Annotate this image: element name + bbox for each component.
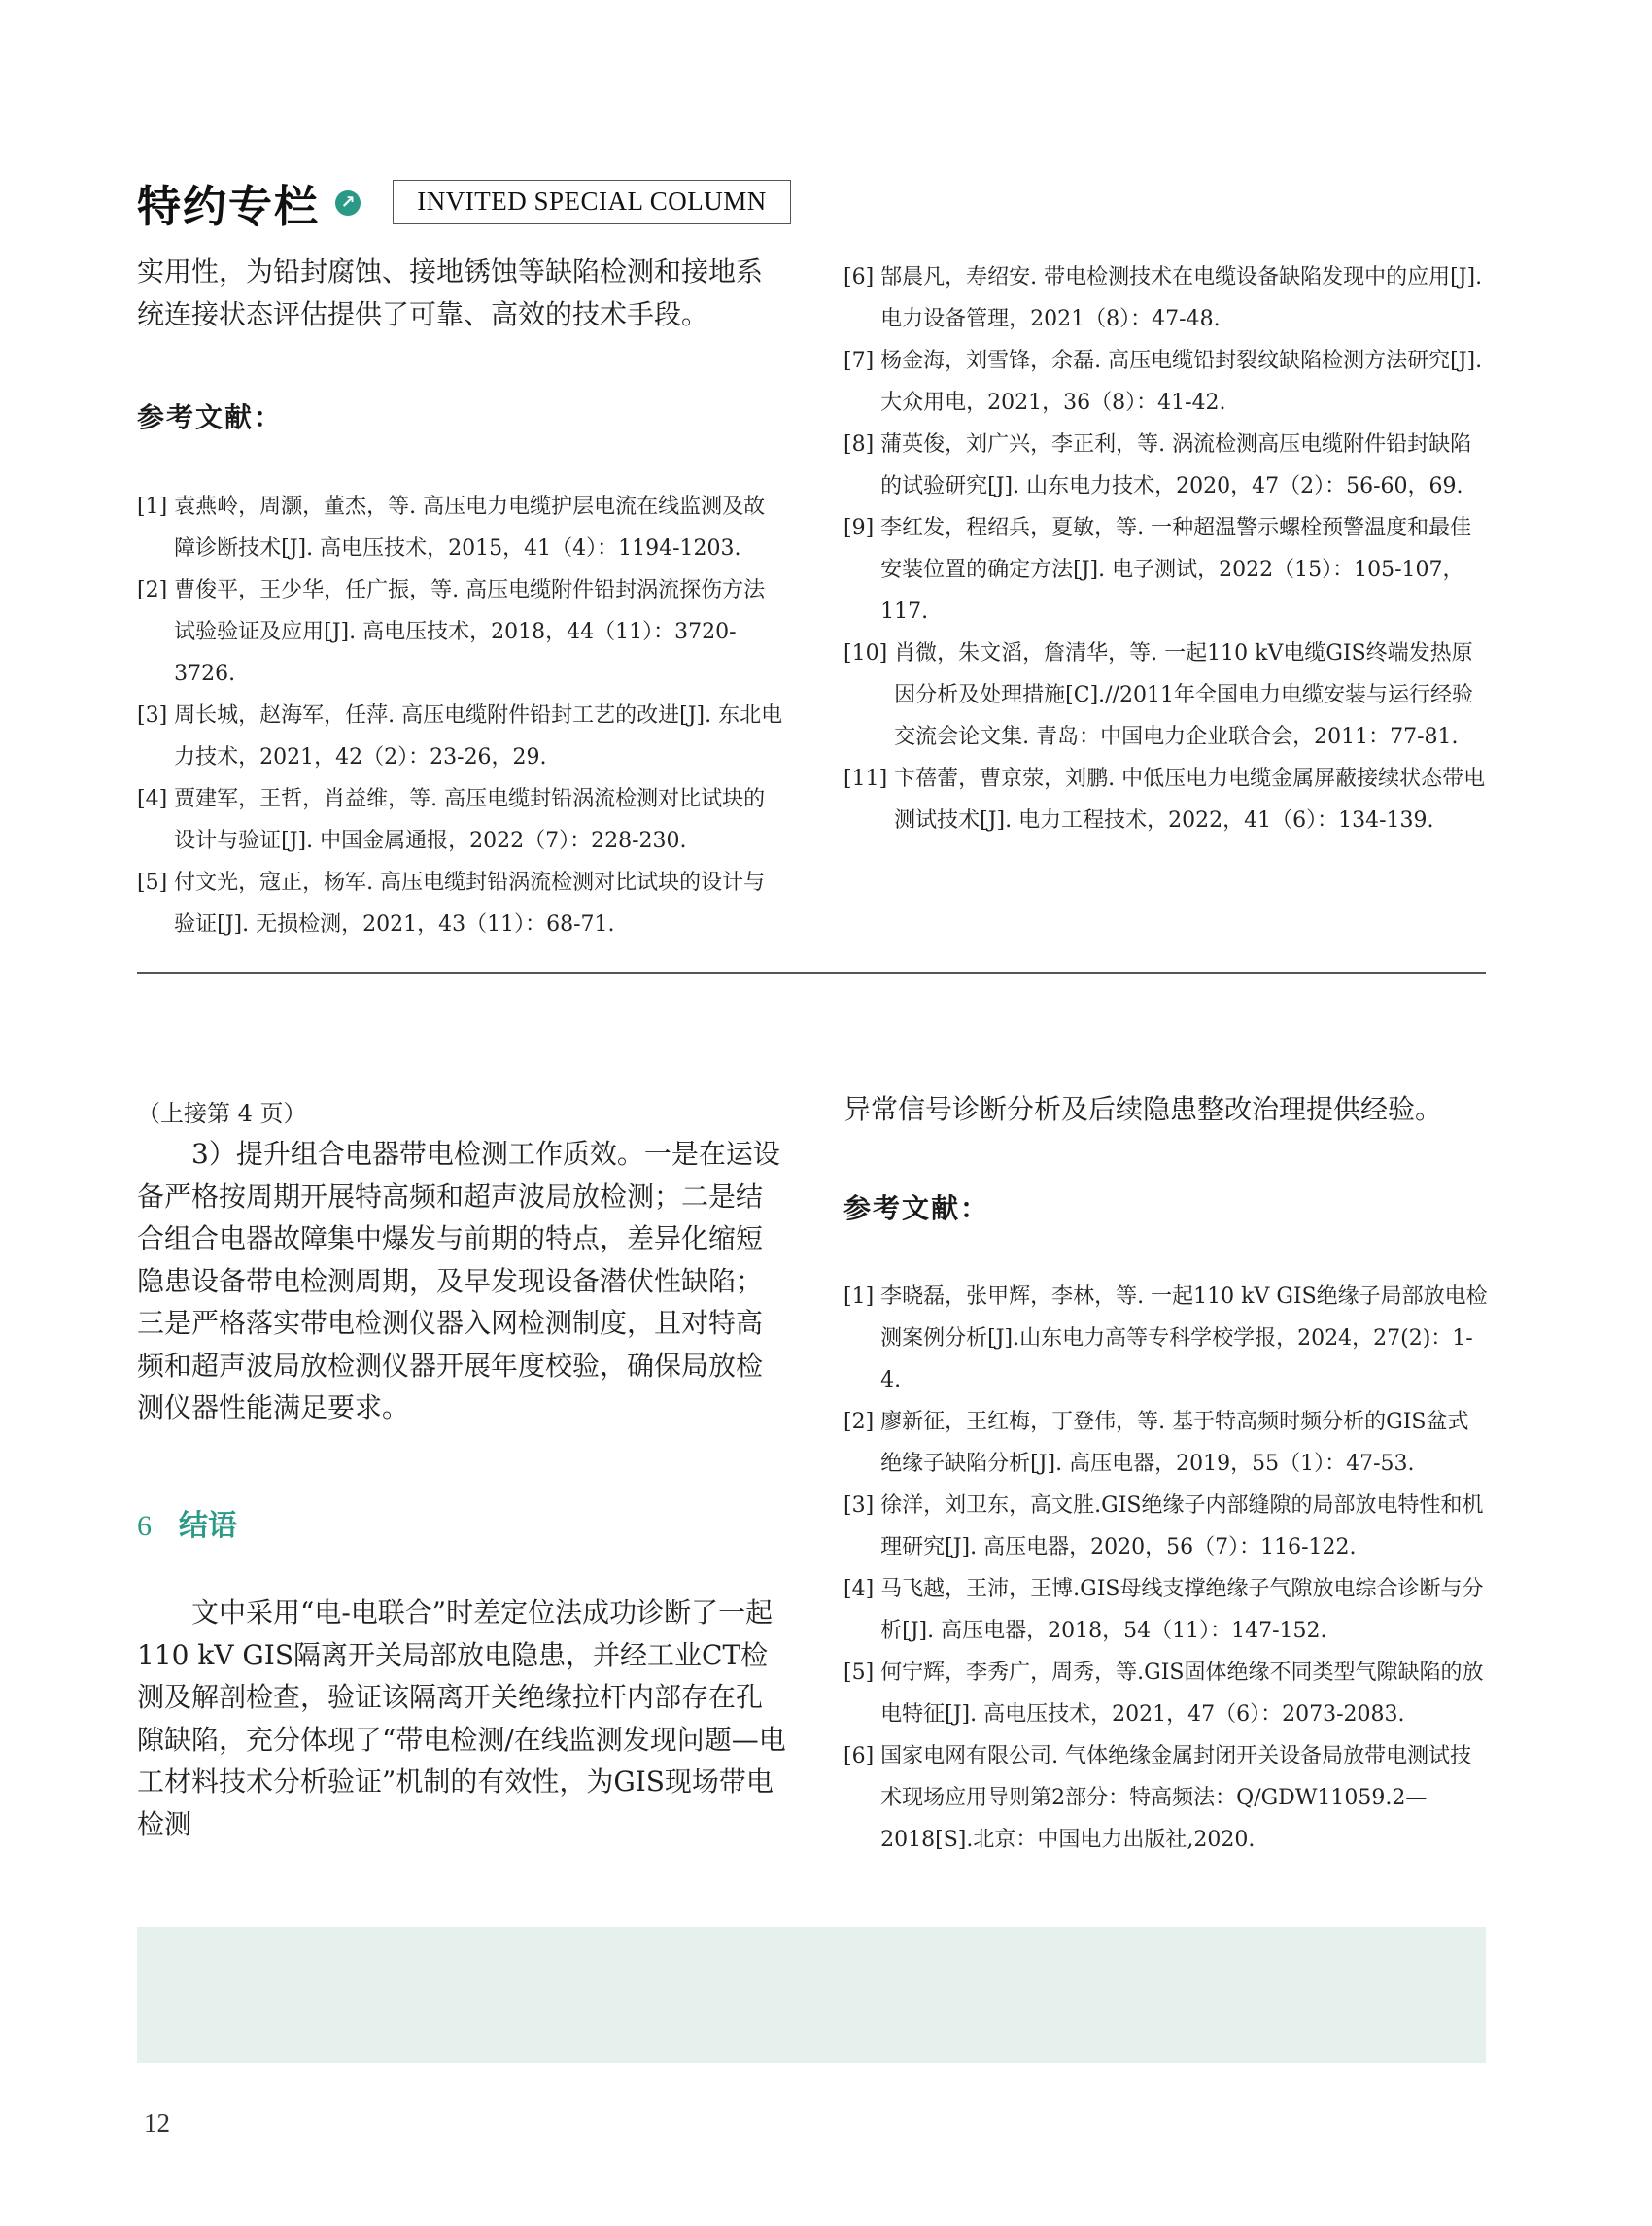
references-heading: 参考文献：: [137, 401, 284, 433]
reference-item: [4] 贾建军，王哲，肖益维，等. 高压电缆封铅涡流检测对比试块的设计与验证[J]. 中国金属通报，2022（7）：228-230.: [137, 787, 766, 853]
paragraph: 实用性，为铅封腐蚀、接地锈蚀等缺陷检测和接地系统连接状态评估提供了可靠、高效的技术手段。: [137, 256, 764, 330]
reference-item: [1] 袁燕岭，周灏，董杰，等. 高压电力电缆护层电流在线监测及故障诊断技术[J]. 高电压技术，2015，41（4）：1194-1203.: [137, 495, 766, 561]
reference-item: [3] 徐洋，刘卫东，高文胜.GIS绝缘子内部缝隙的局部放电特性和机理研究[J]. 高压电器，2020，56（7）：116-122.: [843, 1493, 1484, 1559]
bottom-right-paragraph: [843, 1088, 1495, 1131]
section-divider: [137, 972, 1486, 974]
page-number: 12: [144, 2108, 170, 2138]
reference-item: [10] 肖微，朱文滔，詹清华，等. 一起110 kV电缆GIS终端发热原因分析及处理措施[C].//2011年全国电力电缆安装与运行经验交流会论文集. 青岛：中国电力企业联合会，2011：77-81.: [843, 641, 1473, 749]
reference-item: [2] 廖新征，王红梅，丁登伟，等. 基于特高频时频分析的GIS盆式绝缘子缺陷分析[J]. 高压电器，2019，55（1）：47-53.: [843, 1410, 1469, 1476]
bottom-left-paragraph-2: [137, 1592, 788, 1845]
column-title: 特约专栏: [137, 181, 321, 232]
reference-item: [9] 李红发，程绍兵，夏敏，等. 一种超温警示螺栓预警温度和最佳安装位置的确定方法[J]. 电子测试，2022（15）：105-107，117.: [843, 516, 1472, 624]
paragraph: 文中采用“电-电联合”时差定位法成功诊断了一起110 kV GIS隔离开关局部放电隐患，并经工业CT检测及解剖检查，验证该隔离开关绝缘拉杆内部存在孔隙缺陷，充分体现了“带电检测/在线监测发现问题—电工材料技术分析验证”机制的有效性，为GIS现场带电检测: [137, 1596, 786, 1840]
reference-item: [4] 马飞越，王沛，王博.GIS母线支撑绝缘子气隙放电综合诊断与分析[J]. 高压电器，2018，54（11）：147-152.: [843, 1577, 1484, 1643]
paragraph: 异常信号诊断分析及后续隐患整改治理提供经验。: [843, 1093, 1443, 1125]
reference-item: [1] 李晓磊，张甲辉，李林，等. 一起110 kV GIS绝缘子局部放电检测案例分析[J].山东电力高等专科学校学报，2024，27(2)：1-4.: [843, 1284, 1488, 1392]
paragraph: 3）提升组合电器带电检测工作质效。一是在运设备严格按周期开展特高频和超声波局放检测；二是结合组合电器故障集中爆发与前期的特点，差异化缩短隐患设备带电检测周期，及早发现设备潜伏性缺陷；三是严格落实带电检测仪器入网检测制度，且对特高频和超声波局放检测仪器开展年度校验，确保局放检测仪器性能满足要求。: [137, 1138, 780, 1423]
reference-item: [5] 付文光，寇正，杨军. 高压电缆封铅涡流检测对比试块的设计与验证[J]. 无损检测，2021，43（11）：68-71.: [137, 871, 766, 937]
arrow-up-right-icon: ↗: [335, 190, 361, 216]
references-heading: 参考文献：: [843, 1192, 990, 1224]
reference-item: [8] 蒲英俊，刘广兴，李正利，等. 涡流检测高压电缆附件铅封缺陷的试验研究[J]. 山东电力技术，2020，47（2）：56-60，69.: [843, 432, 1472, 498]
reference-item: [7] 杨金海，刘雪锋，余磊. 高压电缆铅封裂纹缺陷检测方法研究[J]. 大众用电，2021，36（8）：41-42.: [843, 349, 1483, 415]
reference-item: [5] 何宁辉，李秀广，周秀，等.GIS固体绝缘不同类型气隙缺陷的放电特征[J]. 高电压技术，2021，47（6）：2073-2083.: [843, 1661, 1484, 1727]
top-left-paragraph: [137, 251, 788, 335]
section-number: 6: [137, 1510, 152, 1542]
reference-list-top-left: [137, 486, 783, 945]
continued-note: （上接第 4 页）: [137, 1100, 307, 1127]
bottom-left-paragraph-1: [137, 1133, 788, 1429]
section-title: 结语: [179, 1509, 237, 1543]
reference-item: [2] 曹俊平，王少华，任广振，等. 高压电缆附件铅封涡流探伤方法试验验证及应用[J]. 高电压技术，2018，44（11）：3720-3726.: [137, 578, 766, 686]
reference-item: [6] 国家电网有限公司. 气体绝缘金属封闭开关设备局放带电测试技术现场应用导则第2部分：特高频法：Q/GDW11059.2—2018[S].北京：中国电力出版社,2020.: [843, 1744, 1472, 1852]
reference-item: [6] 郜晨凡，寿绍安. 带电检测技术在电缆设备缺陷发现中的应用[J]. 电力设备管理，2021（8）：47-48.: [843, 265, 1483, 331]
footer-band: [137, 1927, 1486, 2063]
reference-list-bottom-right: [843, 1276, 1490, 1861]
section-heading: [137, 1501, 237, 1544]
reference-item: [11] 卞蓓蕾，曹京荥，刘鹏. 中低压电力电缆金属屏蔽接续状态带电测试技术[J]. 电力工程技术，2022，41（6）：134-139.: [843, 767, 1486, 833]
reference-item: [3] 周长城，赵海军，任萍. 高压电缆附件铅封工艺的改进[J]. 东北电力技术，2021，42（2）：23-26，29.: [137, 703, 783, 770]
reference-list-top-right: [843, 257, 1490, 841]
column-title-english: INVITED SPECIAL COLUMN: [393, 180, 791, 224]
